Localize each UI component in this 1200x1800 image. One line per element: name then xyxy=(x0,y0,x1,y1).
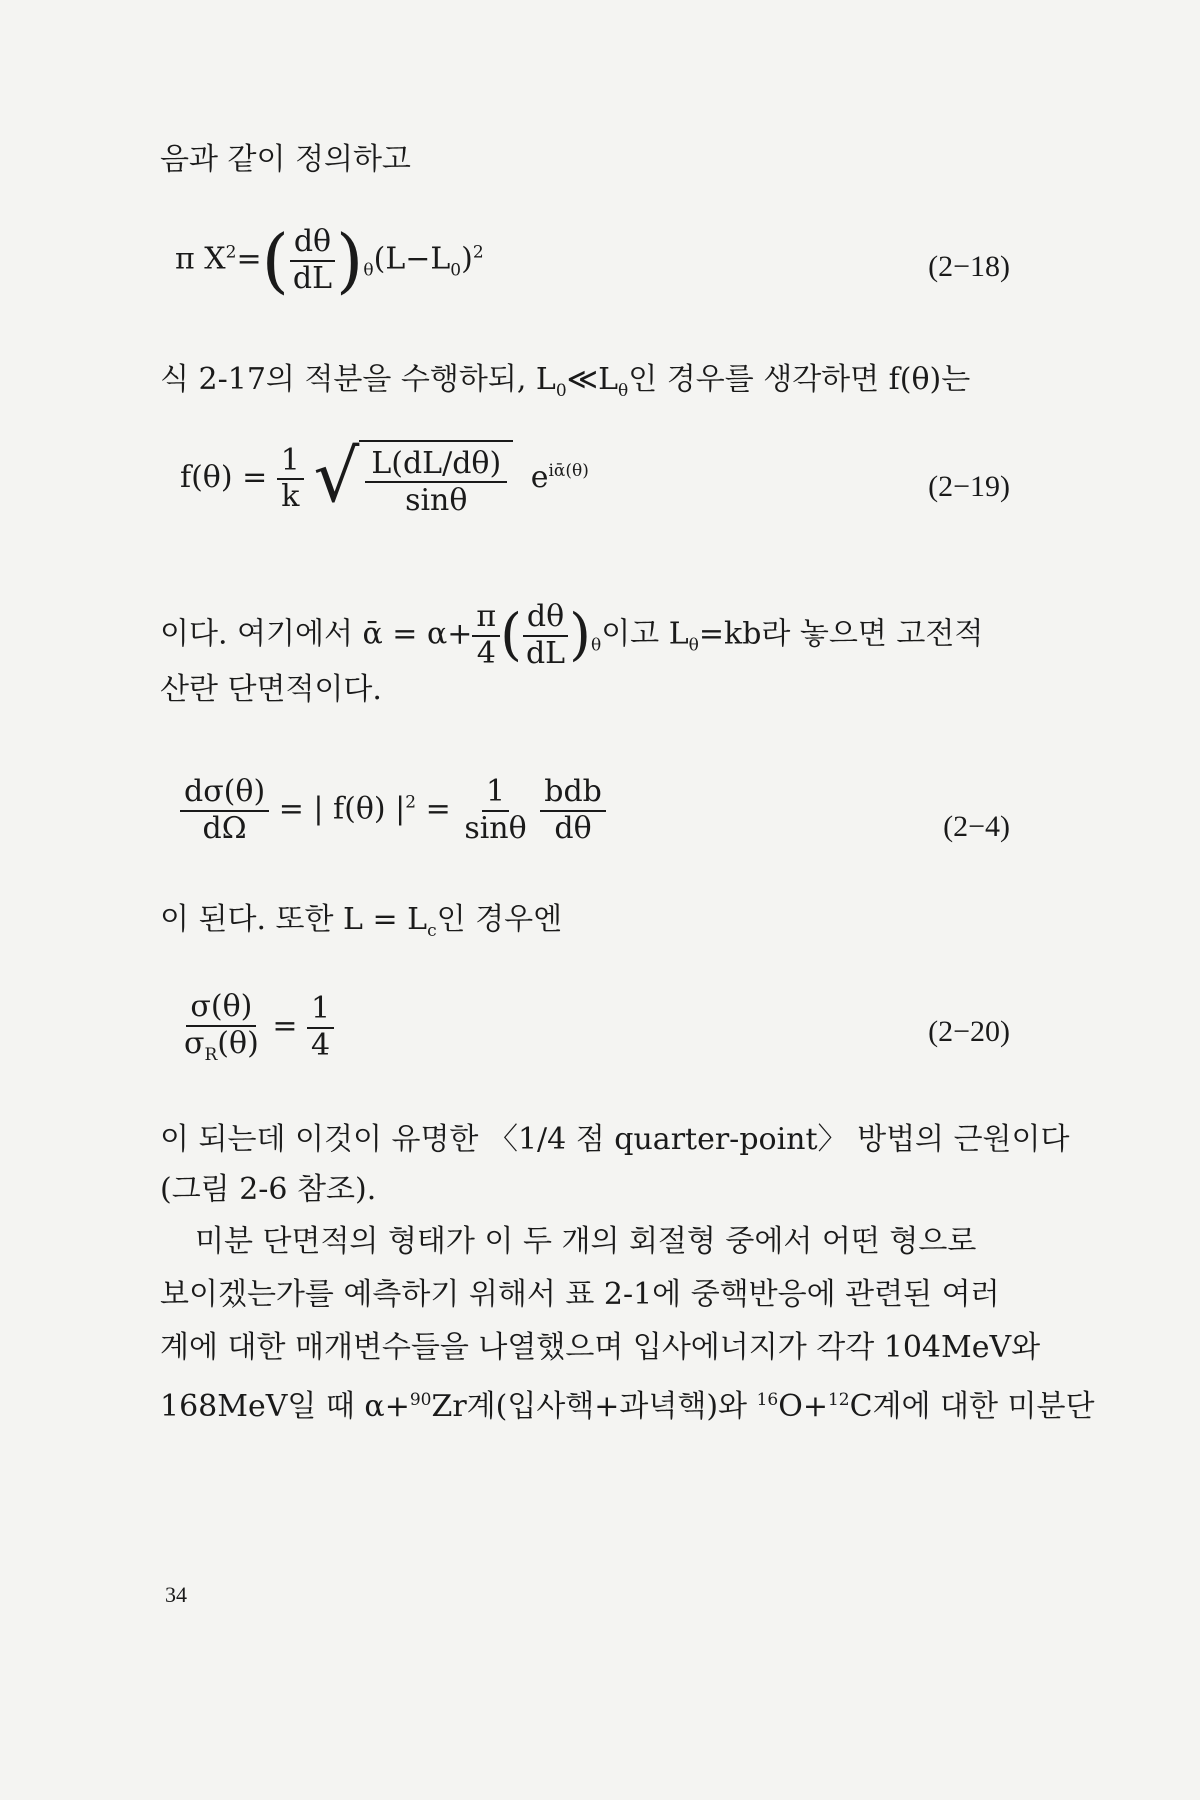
fraction xyxy=(540,775,606,846)
fraction xyxy=(180,990,263,1065)
text-span: O+ xyxy=(778,1389,828,1424)
frac-den: 4 xyxy=(311,1027,331,1063)
text-span: 식 2-17의 적분을 수행하되, L xyxy=(160,362,556,397)
equation-number: (2−18) xyxy=(928,250,1010,283)
text-line-3 xyxy=(160,600,983,671)
text-line-8: 미분 단면적의 형태가 이 두 개의 회절형 중에서 어떤 형으로 xyxy=(195,1224,977,1259)
frac-num: bdb xyxy=(540,775,606,812)
eq-term: (L−L xyxy=(373,241,451,277)
paren-close: ) xyxy=(336,219,364,302)
text-span: 이다. 여기에서 xyxy=(160,616,363,652)
equation-number: (2−20) xyxy=(928,1015,1010,1048)
square-root xyxy=(313,434,513,518)
eq-sub: c xyxy=(427,921,437,941)
text-span: 이 된다. 또한 L = L xyxy=(160,902,428,937)
frac-num: σ(θ) xyxy=(186,990,256,1027)
eq-sup: 90 xyxy=(409,1390,432,1410)
equation-2-18 xyxy=(175,219,484,302)
eq-sub: θ xyxy=(363,260,374,281)
text-span: 이고 L xyxy=(601,616,689,652)
frac-num: dθ xyxy=(290,225,335,262)
text-span: 인 경우엔 xyxy=(436,902,563,937)
eq-equals: = xyxy=(272,1008,298,1044)
equation-2-4 xyxy=(180,775,606,846)
eq-sub: R xyxy=(204,1044,218,1065)
equation-2-20 xyxy=(180,990,334,1065)
frac-den xyxy=(180,1027,263,1066)
text-span: C계에 대한 미분단 xyxy=(849,1389,1095,1424)
eq-term: f(θ) = xyxy=(180,460,268,495)
text-line-10: 계에 대한 매개변수들을 나열했으며 입사에너지가 각각 104MeV와 xyxy=(160,1330,1041,1365)
eq-term: ᾱ = α+ xyxy=(362,616,473,652)
eq-term: (θ) xyxy=(217,1025,259,1061)
radical-sign: √ xyxy=(313,434,360,518)
frac-num: 1 xyxy=(307,992,334,1029)
text-line-5 xyxy=(160,900,562,951)
text-line-11 xyxy=(160,1380,1094,1427)
fraction xyxy=(180,775,269,846)
frac-den: dL xyxy=(525,635,566,671)
radicand xyxy=(359,440,513,518)
equation-2-19 xyxy=(180,434,589,518)
eq-sub: 0 xyxy=(555,381,567,401)
text-span: Zr계(입사핵+과녁핵)와 xyxy=(431,1389,757,1424)
eq-sup: 12 xyxy=(827,1390,850,1410)
text-span: =kb라 놓으면 고전적 xyxy=(698,616,984,652)
eq-term: ) xyxy=(461,241,473,277)
frac-den: k xyxy=(281,479,300,514)
frac-num: dσ(θ) xyxy=(180,775,269,812)
frac-den: sinθ xyxy=(464,810,527,846)
frac-den: dΩ xyxy=(202,810,247,846)
eq-equals: = xyxy=(425,791,451,827)
frac-num: L(dL/dθ) xyxy=(365,446,507,483)
eq-equals: = xyxy=(236,241,262,277)
frac-den: sinθ xyxy=(405,483,468,518)
eq-term: = | f(θ) | xyxy=(278,791,406,827)
paren-close: ) xyxy=(569,602,591,668)
eq-sup: 2 xyxy=(472,242,484,263)
fraction xyxy=(460,775,530,846)
text-line-4: 산란 단면적이다. xyxy=(160,672,382,707)
text-line-9: 보이겠는가를 예측하기 위해서 표 2-1에 중핵반응에 관련된 여러 xyxy=(160,1277,1000,1312)
eq-term: π X xyxy=(175,241,226,277)
frac-den: dL xyxy=(292,260,333,296)
eq-term: e xyxy=(530,460,549,495)
fraction xyxy=(472,600,500,671)
equation-number: (2−19) xyxy=(928,470,1010,503)
frac-den: 4 xyxy=(476,635,496,671)
eq-sup: 2 xyxy=(225,242,237,263)
frac-num: 1 xyxy=(482,775,509,812)
eq-sub: 0 xyxy=(450,260,462,281)
eq-sup: 2 xyxy=(405,792,417,813)
fraction xyxy=(277,444,304,515)
frac-num: dθ xyxy=(523,600,568,637)
paren-open: ( xyxy=(261,219,289,302)
equation-number: (2−4) xyxy=(943,810,1010,843)
fraction xyxy=(307,992,334,1063)
text-line-7: (그림 2-6 참조). xyxy=(160,1172,377,1207)
text-line-2 xyxy=(160,360,970,411)
fraction xyxy=(289,225,336,296)
eq-sup: 16 xyxy=(756,1390,779,1410)
eq-sub: θ xyxy=(688,635,699,656)
eq-sub: θ xyxy=(617,381,629,401)
text-span: 인 경우를 생각하면 f(θ)는 xyxy=(628,362,971,397)
eq-sub: θ xyxy=(590,635,602,656)
frac-num: π xyxy=(472,600,500,637)
frac-den: dθ xyxy=(554,810,592,846)
text-span: 168MeV일 때 α+ xyxy=(160,1389,410,1424)
text-line-1: 음과 같이 정의하고 xyxy=(160,142,411,177)
page-number: 34 xyxy=(165,1582,187,1607)
text-span: ≪L xyxy=(566,362,618,397)
eq-term: σ xyxy=(184,1025,205,1061)
frac-num: 1 xyxy=(277,444,304,481)
text-line-6: 이 되는데 이것이 유명한 〈1/4 점 quarter-point〉 방법의 근원이다 xyxy=(160,1122,1070,1157)
fraction xyxy=(522,600,569,671)
paren-open: ( xyxy=(500,602,522,668)
eq-sup: iᾱ(θ) xyxy=(548,461,589,481)
